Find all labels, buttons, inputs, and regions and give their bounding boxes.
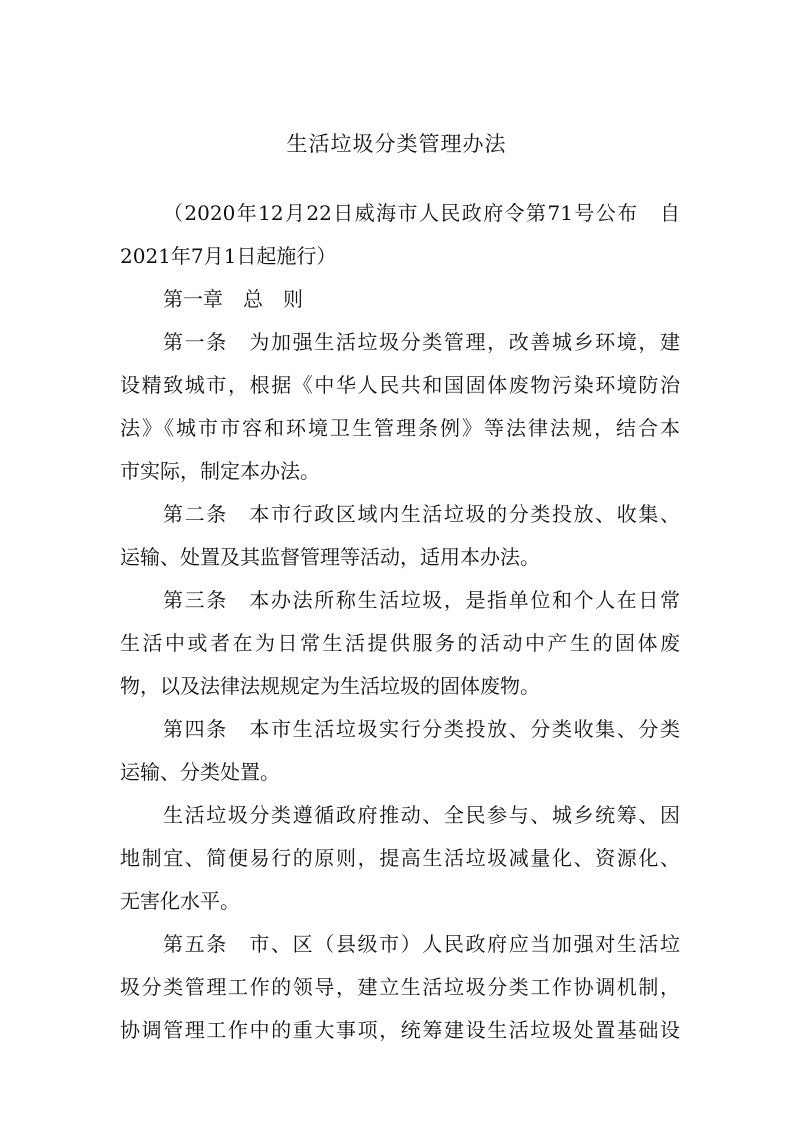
article-2-line-2: 运输、处置及其监督管理等活动，适用本办法。 [120, 545, 540, 569]
promulgation-note-line-2: 2021年7月1日起施行） [120, 244, 337, 268]
article-1-line-1: 第一条 为加强生活垃圾分类管理，改善城乡环境，建 [163, 330, 680, 354]
article-1-line-3: 法》《城市市容和环境卫生管理条例》等法律法规，结合本 [120, 416, 680, 440]
article-5-line-3: 协调管理工作中的重大事项，统筹建设生活垃圾处置基础设 [120, 1018, 680, 1042]
article-3-line-2: 生活中或者在为日常生活提供服务的活动中产生的固体废 [120, 631, 680, 655]
chapter-heading: 第一章 总 则 [163, 287, 303, 311]
document-title: 生活垃圾分类管理办法 [286, 132, 507, 156]
article-3-line-1: 第三条 本办法所称生活垃圾，是指单位和个人在日常 [163, 588, 680, 612]
article-4-para-2-line-2: 地制宜、简便易行的原则，提高生活垃圾减量化、资源化、 [120, 846, 680, 870]
article-1-line-4: 市实际，制定本办法。 [120, 459, 320, 483]
article-3-line-3: 物，以及法律法规规定为生活垃圾的固体废物。 [120, 674, 540, 698]
article-4-line-2: 运输、分类处置。 [120, 760, 280, 784]
article-4-line-1: 第四条 本市生活垃圾实行分类投放、分类收集、分类 [163, 717, 680, 741]
promulgation-note-line-1: （2020年12月22日威海市人民政府令第71号公布 自 [163, 201, 680, 225]
article-5-line-2: 圾分类管理工作的领导，建立生活垃圾分类工作协调机制， [120, 975, 680, 999]
article-5-line-1: 第五条 市、区（县级市）人民政府应当加强对生活垃 [163, 932, 680, 956]
article-4-para-2-line-3: 无害化水平。 [120, 889, 240, 913]
article-1-line-2: 设精致城市，根据《中华人民共和国固体废物污染环境防治 [120, 373, 680, 397]
article-4-para-2-line-1: 生活垃圾分类遵循政府推动、全民参与、城乡统筹、因 [163, 803, 680, 827]
article-2-line-1: 第二条 本市行政区域内生活垃圾的分类投放、收集、 [163, 502, 680, 526]
